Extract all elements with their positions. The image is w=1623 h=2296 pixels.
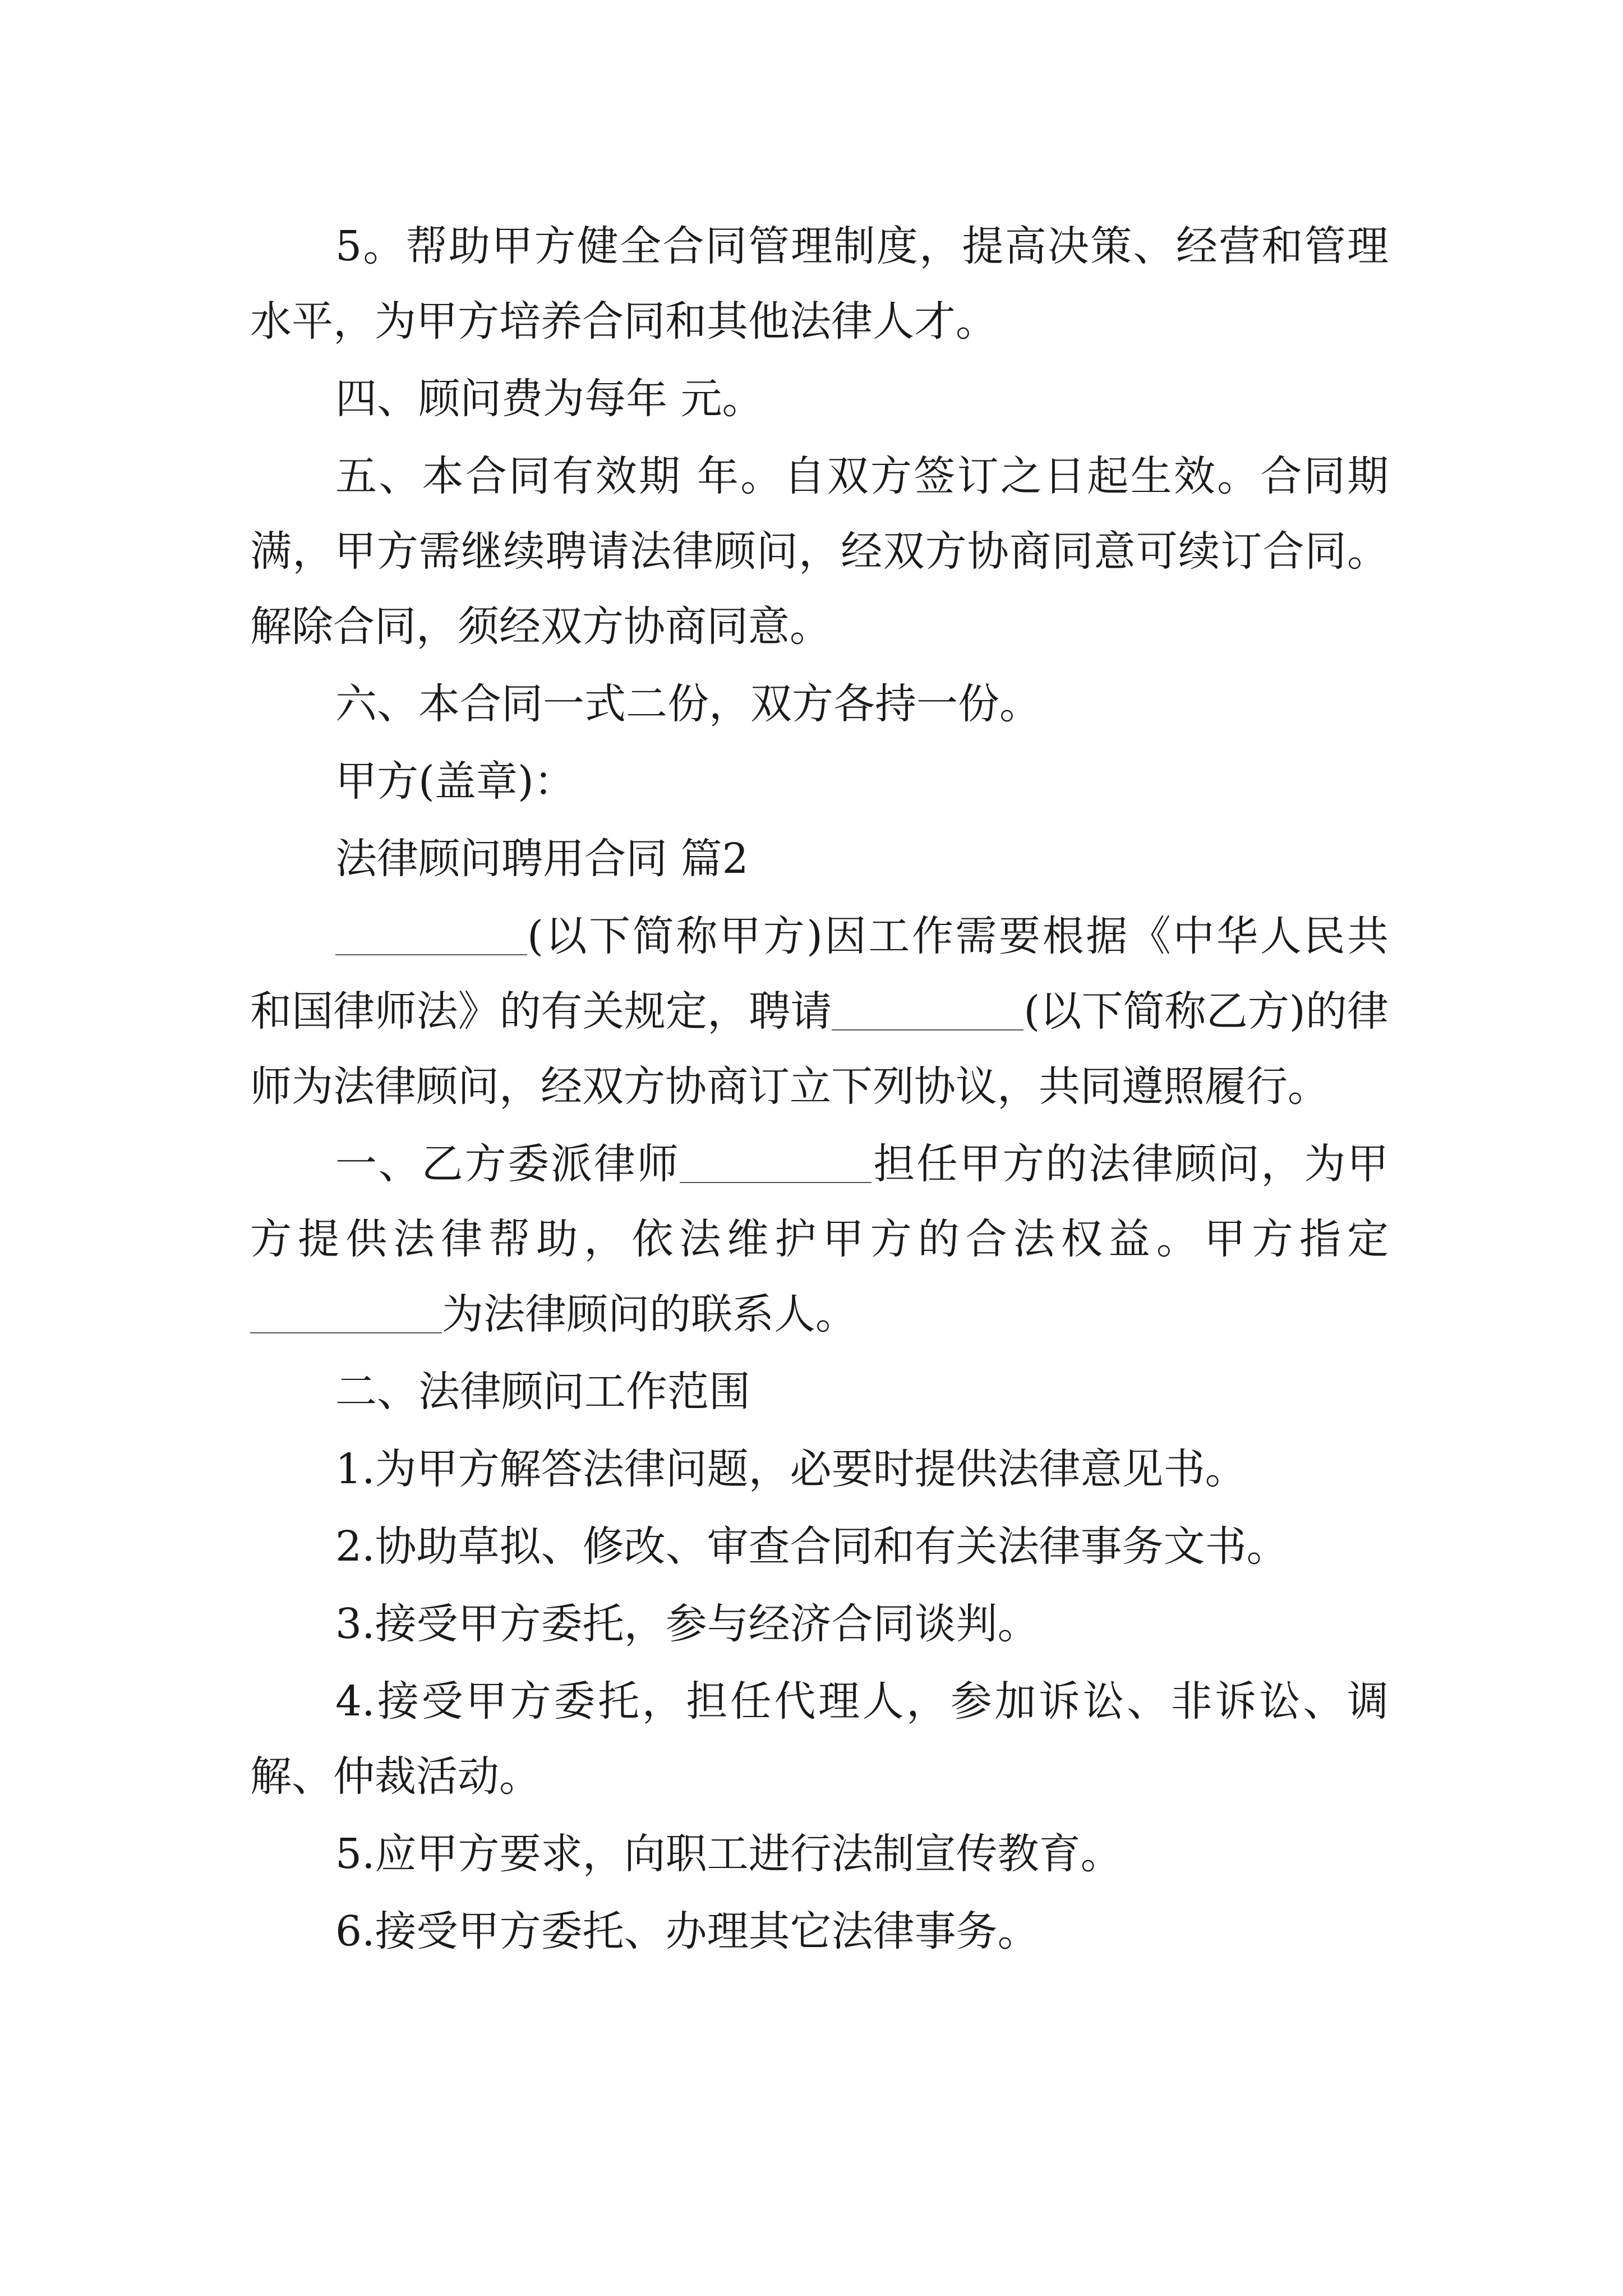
paragraph-scope-heading: 二、法律顾问工作范围 [335,1368,750,1416]
blank-line [335,913,527,955]
section-heading-part-2: 法律顾问聘用合同 篇2 [335,835,749,883]
paragraph-preamble-after: (以下简称乙方)的律师为法律顾问，经双方协商订立下列协议，共同遵照履行。 [250,987,1389,1111]
paragraph-clause-1-tail: 为法律顾问的联系人。 [442,1290,857,1338]
list-item: 2.协助草拟、修改、审查合同和有关法律事务文书。 [335,1522,1288,1571]
paragraph-fee: 四、顾问费为每年 元。 [335,375,764,423]
paragraph-clause-1-before: 一、乙方委派律师 [335,1140,680,1188]
list-item: 1.为甲方解答法律问题，必要时提供法律意见书。 [335,1445,1247,1493]
paragraph-preamble-middle: (以下简称甲方)因工作需要根据《中华人民共和国律师法》的有关规定，聘请 [250,912,1389,1036]
paragraph-copies: 六、本合同一式二份，双方各持一份。 [335,680,1041,728]
blank-line [680,1140,872,1183]
paragraph-term: 五、本合同有效期 年。自双方签订之日起生效。合同期满，甲方需继续聘请法律顾问，经双方协商同意可续订合同。解除合同，须经双方协商同意。 [250,452,1389,651]
document-body [250,209,1389,1971]
list-item: 5.应甲方要求，向职工进行法制宣传教育。 [335,1830,1122,1878]
blank-line [832,988,1023,1030]
list-item: 4.接受甲方委托，担任代理人，参加诉讼、非诉讼、调解、仲裁活动。 [250,1677,1389,1801]
paragraph-preamble [250,899,1389,1124]
blank-line [250,1291,442,1333]
paragraph-party-a-seal: 甲方(盖章)： [335,757,575,806]
paragraph-clause-1 [250,1126,1389,1352]
list-item: 3.接受甲方委托，参与经济合同谈判。 [335,1600,1039,1648]
paragraph-item-5-management: 5。帮助甲方健全合同管理制度，提高决策、经营和管理水平，为甲方培养合同和其他法律人才。 [250,222,1389,346]
list-item: 6.接受甲方委托、办理其它法律事务。 [335,1907,1039,1955]
paragraph-clause-1-after: 担任甲方的法律顾问，为甲方提供法律帮助，依法维护甲方的合法权益。甲方指定 [250,1140,1389,1263]
